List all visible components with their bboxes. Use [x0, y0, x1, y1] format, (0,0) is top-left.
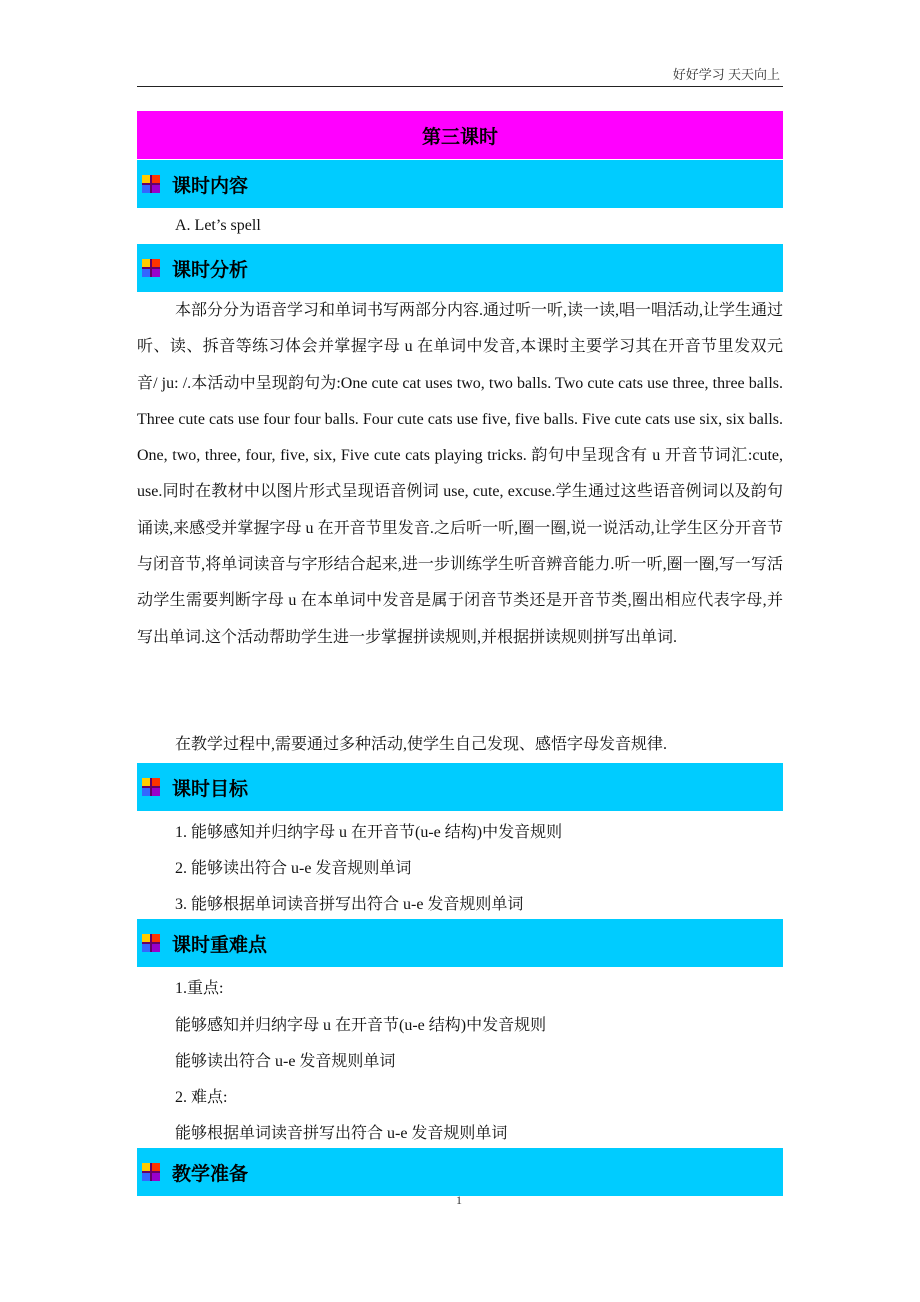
- section-title: 课时分析: [172, 259, 249, 281]
- colored-bullet-icon: [142, 259, 160, 277]
- section-heading-analysis: [137, 244, 783, 292]
- analysis-paragraph-1: 本部分分为语音学习和单词书写两部分内容.通过听一听,读一读,唱一唱活动,让学生通过听、读、拆音等练习体会并掌握字母 u 在单词中发音,本课时主要学习其在开音节里发双元音/ ju: /.本活动中呈现韵句为:One cute cat uses two, two balls. Two cute cats use three, three balls. Three cute cats use four four balls. Four cute cats use five, five balls. Five cute cats use six, six balls. One, two, three, four, five, six, Five cute cats playing tricks. 韵句中呈现含有 u 开音节词汇:cute, use.同时在教材中以图片形式呈现语音例词 use, cute, excuse.学生通过这些语音例词以及韵句诵读,来感受并掌握字母 u 在开音节里发音.之后听一听,圈一圈,说一说活动,让学生区分开音节与闭音节,将单词读音与字形结合起来,进一步训练学生听音辨音能力.听一听,圈一圈,写一写活动学生需要判断字母 u 在本单词中发音是属于闭音节类还是开音节类,圈出相应代表字母,并写出单词.这个活动帮助学生进一步掌握拼读规则,并根据拼读规则拼写出单词.: [137, 302, 784, 646]
- header-rule: [137, 86, 783, 87]
- keypoint-line: 能够感知并归纳字母 u 在开音节(u-e 结构)中发音规则: [175, 1017, 547, 1034]
- content-line: A. Let’s spell: [175, 217, 261, 234]
- header-slogan: 好好学习 天天向上: [672, 67, 780, 82]
- section-title: 课时目标: [172, 778, 249, 800]
- analysis-paragraph-2: 在教学过程中,需要通过多种活动,使学生自己发现、感悟字母发音规律.: [175, 736, 668, 753]
- keypoint-line: 能够读出符合 u-e 发音规则单词: [175, 1053, 396, 1070]
- colored-bullet-icon: [142, 1163, 160, 1181]
- section-title: 课时内容: [172, 175, 249, 197]
- section-title: 课时重难点: [172, 934, 268, 956]
- keypoint-line: 1.重点:: [175, 980, 224, 997]
- keypoint-line: 能够根据单词读音拼写出符合 u-e 发音规则单词: [175, 1125, 508, 1142]
- section-heading-content: [137, 160, 783, 208]
- section-heading-goals: [137, 763, 783, 811]
- section-heading-keypoints: [137, 919, 783, 967]
- goal-item: 3. 能够根据单词读音拼写出符合 u-e 发音规则单词: [175, 896, 524, 913]
- page-number: 1: [456, 1193, 462, 1207]
- section-heading-prep: [137, 1148, 783, 1196]
- section-title: 教学准备: [172, 1163, 249, 1185]
- goal-item: 2. 能够读出符合 u-e 发音规则单词: [175, 860, 412, 877]
- lesson-title: 第三课时: [137, 111, 783, 159]
- colored-bullet-icon: [142, 778, 160, 796]
- colored-bullet-icon: [142, 934, 160, 952]
- colored-bullet-icon: [142, 175, 160, 193]
- goal-item: 1. 能够感知并归纳字母 u 在开音节(u-e 结构)中发音规则: [175, 824, 563, 841]
- keypoint-line: 2. 难点:: [175, 1089, 228, 1106]
